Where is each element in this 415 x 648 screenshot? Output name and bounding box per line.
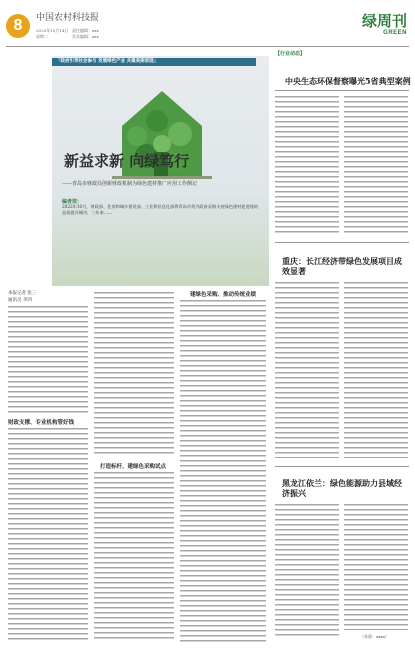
article-text (94, 472, 174, 642)
article-text (344, 96, 408, 236)
right-article-title: 重庆：长江经济带绿色发展项目成效显著 (282, 256, 402, 276)
source-credit: （来源：xxxx） (360, 634, 390, 639)
article-text (8, 306, 88, 414)
article-text (344, 282, 408, 458)
article-text (275, 96, 339, 236)
article-text (94, 292, 174, 457)
article-text (275, 504, 339, 638)
byline: 本报记者 张三 (8, 291, 37, 296)
meta-line: 星期二 (36, 34, 48, 39)
article-text (8, 428, 88, 642)
section-title: 绿周刊 (361, 12, 407, 30)
article-text (344, 504, 408, 630)
house-leaves-illustration (52, 56, 269, 286)
right-article-title: 黑龙江依兰：绿色能源助力县域经济振兴 (282, 478, 402, 498)
meta-line: 美术编辑：xxx (72, 34, 99, 39)
title-rule (275, 90, 409, 91)
hero-banner: 「政府引导社会参与 发展绿色产业 共建美丽家园」 (52, 58, 256, 66)
byline: 通讯员 李四 (8, 298, 32, 303)
meta-line: 责任编辑：xxx (72, 28, 99, 33)
subheadline: ——青岛市财政局创新财政机制为绿色建材推广应用工作侧记 (62, 181, 198, 187)
section-rule (275, 242, 409, 243)
summary-label: 编者按： (62, 199, 83, 205)
section-heading: 建绿色采购、推动传统业绩 (190, 292, 257, 298)
section-heading: 财政支撑、专业机构管好钱 (8, 420, 75, 426)
section-rule (275, 466, 409, 467)
section-heading: 打造标杆、建绿色采购试点 (100, 464, 167, 470)
meta-line: 2025年10月14日 (36, 28, 69, 33)
hero-image (52, 56, 269, 286)
right-article-title: 中央生态环保督察曝光5省典型案例 (285, 76, 411, 86)
summary-text: 2022年10月，财政部、住房和城乡建设部、工业和信息化部将青岛市列为政府采购支持绿色建材促进建筑品质提升城市，三年来…… (62, 204, 259, 215)
right-tag: 【行业动态】 (275, 51, 306, 57)
article-text (180, 300, 266, 642)
header-rule (6, 46, 409, 47)
article-text (275, 282, 339, 458)
main-headline: 新益求新 向绿笃行 (64, 152, 190, 170)
section-en: GREEN (383, 30, 407, 36)
page-number-badge: 8 (6, 14, 30, 38)
paper-name: 中国农村科技报 (36, 13, 100, 23)
